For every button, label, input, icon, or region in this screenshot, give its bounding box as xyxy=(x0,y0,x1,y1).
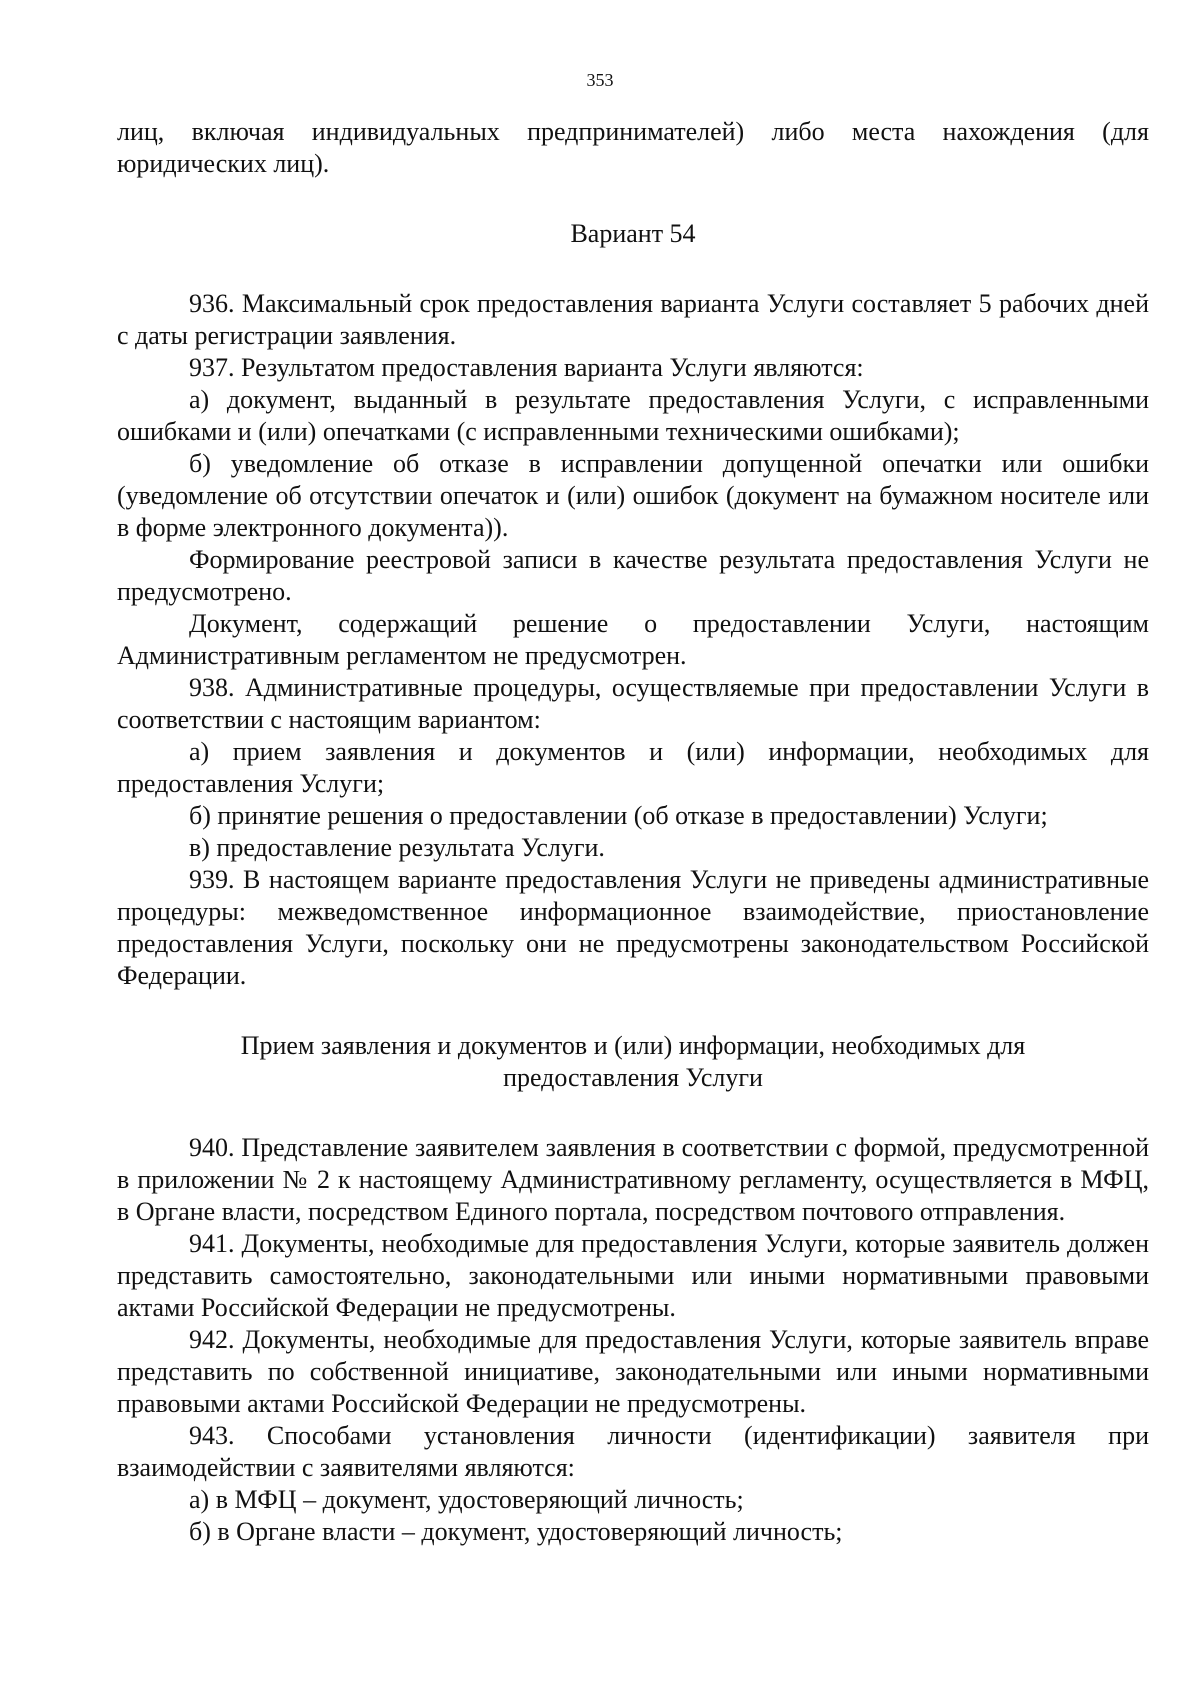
variant-heading: Вариант 54 xyxy=(570,219,696,248)
paragraph-940: 940. Представление заявителем заявления в соответствии с формой, предусмотренной в приложении № 2 к настоящему Административному регламенту, осуществляется в МФЦ, в Органе власти, посредством Единого портала, посредством почтового отправления. xyxy=(117,1133,1149,1226)
document-body xyxy=(117,116,1149,1548)
page-number: 353 xyxy=(586,70,614,90)
section-heading-line-2: предоставления Услуги xyxy=(503,1063,763,1092)
paragraph-943: 943. Способами установления личности (идентификации) заявителя при взаимодействии с заявителями являются: xyxy=(117,1421,1149,1482)
paragraph-decision-document: Документ, содержащий решение о предоставлении Услуги, настоящим Административным регламентом не предусмотрен. xyxy=(117,609,1149,670)
paragraph-937-a: а) документ, выданный в результате предоставления Услуги, с исправленными ошибками и (или) опечатками (с исправленными техническими ошибками); xyxy=(117,385,1149,446)
paragraph-938: 938. Административные процедуры, осуществляемые при предоставлении Услуги в соответствии с настоящим вариантом: xyxy=(117,673,1149,734)
paragraph-938-b: б) принятие решения о предоставлении (об отказе в предоставлении) Услуги; xyxy=(189,801,1048,830)
paragraph-938-a: а) прием заявления и документов и (или) информации, необходимых для предоставления Услуги; xyxy=(117,737,1149,798)
paragraph-943-a: а) в МФЦ – документ, удостоверяющий личность; xyxy=(189,1485,744,1514)
paragraph-registry-record: Формирование реестровой записи в качестве результата предоставления Услуги не предусмотрено. xyxy=(117,545,1149,606)
paragraph-continuation: лиц, включая индивидуальных предпринимателей) либо места нахождения (для юридических лиц). xyxy=(117,117,1149,178)
section-heading xyxy=(117,1030,1149,1094)
paragraph-942: 942. Документы, необходимые для предоставления Услуги, которые заявитель вправе представить по собственной инициативе, законодательными или иными нормативными правовыми актами Российской Федерации не предусмотрены. xyxy=(117,1325,1149,1418)
paragraph-938-c: в) предоставление результата Услуги. xyxy=(189,833,605,862)
paragraph-936: 936. Максимальный срок предоставления варианта Услуги составляет 5 рабочих дней с даты регистрации заявления. xyxy=(117,289,1149,350)
paragraph-941: 941. Документы, необходимые для предоставления Услуги, которые заявитель должен представить самостоятельно, законодательными или иными нормативными правовыми актами Российской Федерации не предусмотрены. xyxy=(117,1229,1149,1322)
section-heading-line-1: Прием заявления и документов и (или) информации, необходимых для xyxy=(240,1031,1026,1060)
paragraph-943-b: б) в Органе власти – документ, удостоверяющий личность; xyxy=(189,1517,843,1546)
paragraph-939: 939. В настоящем варианте предоставления Услуги не приведены административные процедуры: межведомственное информационное взаимодействие, приостановление предоставления Услуги, поскольку они не предусмотрены законодательством Российской Федерации. xyxy=(117,865,1149,990)
paragraph-937: 937. Результатом предоставления варианта Услуги являются: xyxy=(189,353,864,382)
paragraph-937-b: б) уведомление об отказе в исправлении допущенной опечатки или ошибки (уведомление об отсутствии опечаток и (или) ошибок (документ на бумажном носителе или в форме электронного документа)). xyxy=(117,449,1149,542)
